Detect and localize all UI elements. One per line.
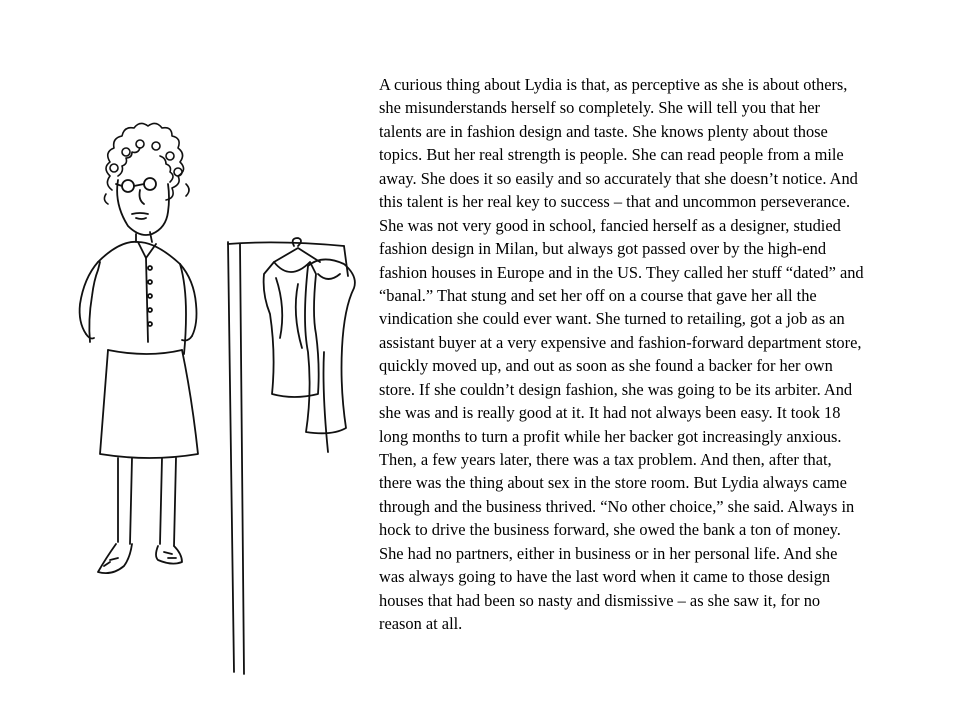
story-line: hock to drive the business forward, she owed the bank a ton of money. (379, 520, 841, 540)
right-leg (160, 458, 162, 544)
story-line: through and the business thrived. “No other choice,” she said. Always in (379, 496, 855, 516)
story-line: store. If she couldn’t design fashion, she was going to be its arbiter. And (379, 379, 853, 399)
story-line: away. She does it so easily and so accurately that she doesn’t notice. And (379, 168, 858, 188)
face-outline (117, 180, 169, 235)
story-line: long months to turn a profit while her backer got increasingly anxious. (379, 426, 842, 446)
story-paragraph (379, 73, 959, 636)
story-line: fashion design in Milan, but always got passed over by the high-end (379, 239, 827, 259)
story-line: She was not very good in school, fancied herself as a designer, studied (379, 215, 841, 235)
story-line: reason at all. (379, 614, 463, 634)
right-shoe (156, 546, 182, 564)
dress-two (305, 259, 355, 433)
story-line: this talent is her real key to success – that and uncommon perseverance. (379, 192, 851, 212)
sketch-illustration (0, 0, 380, 720)
story-line: houses that had been so nasty and dismissive – as she saw it, for no (379, 590, 821, 610)
story-line: “banal.” That stung and set her off on a course that gave her all the (379, 285, 817, 305)
story-line: she was and is really good at it. It had not always been easy. It took 18 (379, 403, 841, 423)
woman-sketch-icon (0, 0, 380, 720)
story-line: talents are in fashion design and taste. She knows plenty about those (379, 121, 828, 141)
story-line: vindication she could ever want. She turned to retailing, got a job as an (379, 309, 845, 329)
story-line: assistant buyer at a very expensive and fashion-forward department store, (379, 332, 862, 352)
story-line: she misunderstands herself so completely. She will tell you that her (379, 98, 820, 118)
glasses-left-lens (122, 180, 134, 192)
story-line: She had no partners, either in business or in her personal life. And she (379, 543, 838, 563)
glasses-right-lens (144, 178, 156, 190)
story-line: was always going to have the last word when it came to those design (379, 567, 831, 587)
story-line: there was the thing about sex in the store room. But Lydia always came (379, 473, 847, 493)
story-line: A curious thing about Lydia is that, as perceptive as she is about others, (379, 75, 848, 94)
story-line: topics. But her real strength is people. She can read people from a mile (379, 145, 844, 165)
skirt (100, 350, 198, 458)
story-line: fashion houses in Europe and in the US. They called her stuff “dated” and (379, 262, 864, 282)
clothes-rack-icon (228, 238, 355, 674)
story-line: Then, a few years later, there was a tax problem. And then, after that, (379, 450, 832, 469)
story-line: quickly moved up, and out as soon as she found a backer for her own (379, 356, 833, 376)
